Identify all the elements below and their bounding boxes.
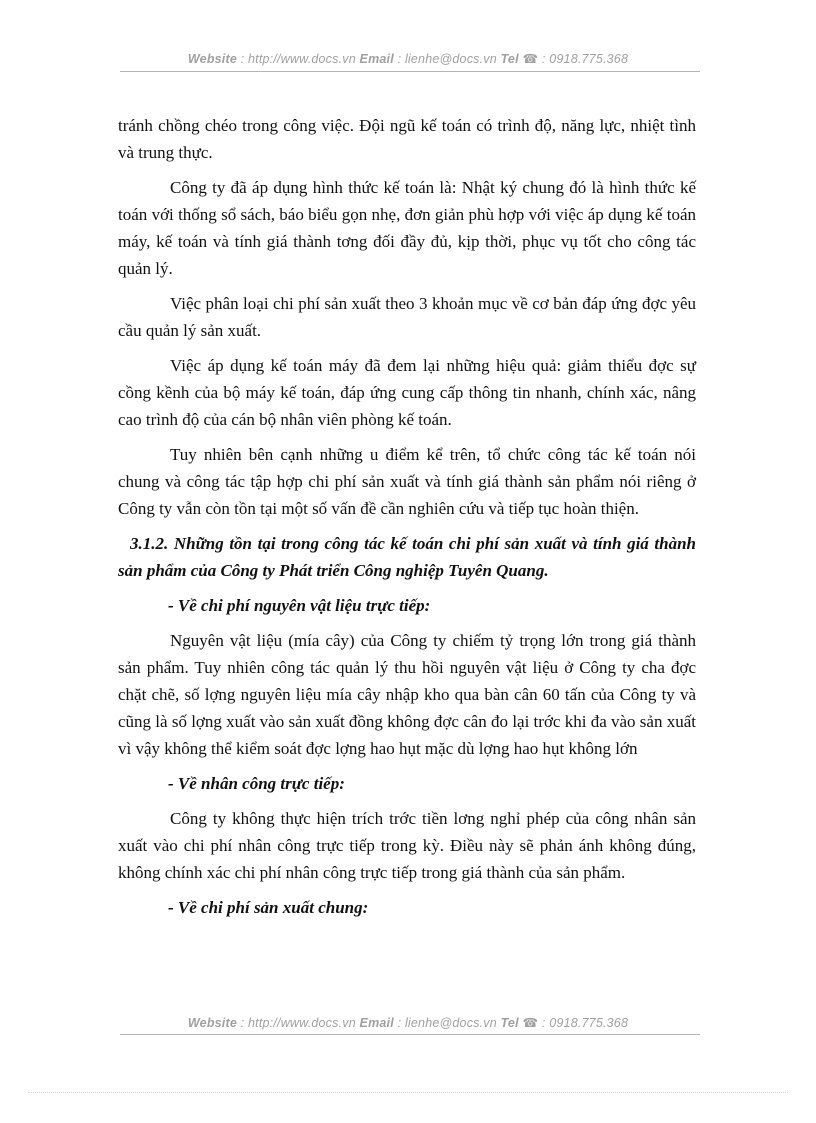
page-header <box>0 51 816 66</box>
subheading-labor: - Về nhân công trực tiếp: <box>168 774 345 793</box>
tel-value: ☎ : 0918.775.368 <box>522 1016 629 1030</box>
paragraph: Việc áp dụng kế toán máy đã đem lại những hiệu quả: giảm thiểu đợc sự cồng kềnh của bộ máy kế toán, đáp ứng cung cấp thông tin nhanh, chính xác, nâng cao trình độ của cán bộ nhân viên phòng kế toán. <box>118 356 696 429</box>
paragraph: Công ty đã áp dụng hình thức kế toán là: Nhật ký chung đó là hình thức kế toán với thống sổ sách, báo biểu gọn nhẹ, đơn giản phù hợp với việc áp dụng kế toán máy, kế toán và tính giá thành tơng đối đầy đủ, kịp thời, phục vụ tốt cho công tác quản lý. <box>118 178 696 278</box>
paragraph: Công ty không thực hiện trích trớc tiền lơng nghỉ phép của công nhân sản xuất vào chi phí nhân công trực tiếp trong kỳ. Điều này sẽ phản ánh không đúng, không chính xác chi phí nhân công trực tiếp trong giá thành của sản phẩm. <box>118 809 696 882</box>
page-edge-divider <box>28 1092 788 1093</box>
paragraph: tránh chồng chéo trong công việc. Đội ngũ kế toán có trình độ, năng lực, nhiệt tình và trung thực. <box>118 116 696 162</box>
section-heading: 3.1.2. Những tồn tại trong công tác kế toán chi phí sản xuất và tính giá thành sản phẩm của Công ty Phát triển Công nghiệp Tuyên Quang. <box>118 534 696 580</box>
footer-rule <box>120 1034 700 1035</box>
tel-label: Tel <box>500 1016 519 1030</box>
website-label: Website <box>187 52 237 66</box>
page-body <box>118 112 696 929</box>
subheading-overhead: - Về chi phí sản xuất chung: <box>168 898 369 917</box>
website-label: Website <box>187 1016 237 1030</box>
page-footer <box>0 1015 816 1030</box>
header-rule <box>120 71 700 72</box>
website-value: : http://www.docs.vn <box>240 52 356 66</box>
website-value: : http://www.docs.vn <box>240 1016 356 1030</box>
email-label: Email <box>359 52 394 66</box>
paragraph: Việc phân loại chi phí sản xuất theo 3 khoản mục về cơ bản đáp ứng đợc yêu cầu quản lý sản xuất. <box>118 294 696 340</box>
email-value: : lienhe@docs.vn <box>397 52 497 66</box>
email-label: Email <box>359 1016 394 1030</box>
paragraph: Tuy nhiên bên cạnh những u điểm kể trên, tổ chức công tác kế toán nói chung và công tác tập hợp chi phí sản xuất và tính giá thành sản phẩm nói riêng ở Công ty vẫn còn tồn tại một số vấn đề cần nghiên cứu và tiếp tục hoàn thiện. <box>118 445 696 518</box>
tel-value: ☎ : 0918.775.368 <box>522 52 629 66</box>
tel-label: Tel <box>500 52 519 66</box>
paragraph: Nguyên vật liệu (mía cây) của Công ty chiếm tỷ trọng lớn trong giá thành sản phẩm. Tuy nhiên công tác quản lý thu hồi nguyên vật liệu ở Công ty cha đợc chặt chẽ, số lợng nguyên liệu mía cây nhập kho qua bàn cân 60 tấn của Công ty và cũng là số lợng xuất vào sản xuất đồng không đợc cân đo lại trớc khi đa vào sản xuất vì vậy không thể kiểm soát đợc lợng hao hụt mặc dù lợng hao hụt không lớn <box>118 631 696 758</box>
subheading-materials: - Về chi phí nguyên vật liệu trực tiếp: <box>168 596 431 615</box>
email-value: : lienhe@docs.vn <box>397 1016 497 1030</box>
